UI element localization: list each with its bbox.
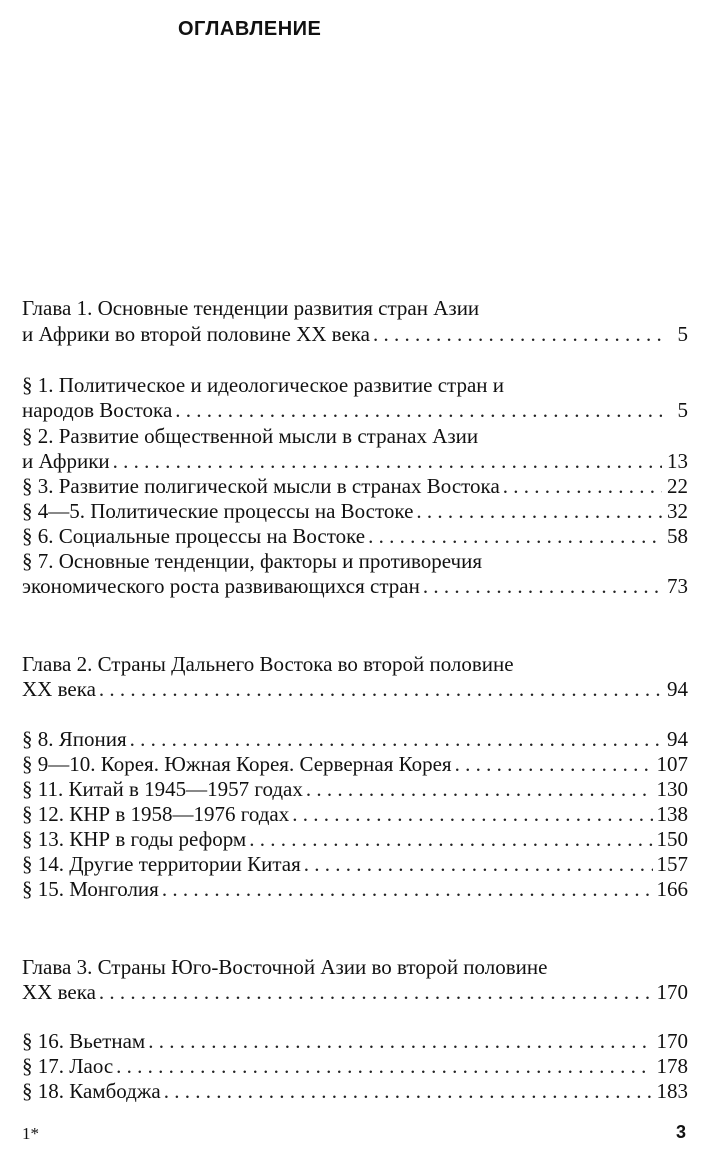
chapter-2-title[interactable]: Глава 2. Страны Дальнего Востока во второй половине xyxy=(22,652,514,676)
section-1-title[interactable]: § 1. Политическое и идеологическое развитие стран и xyxy=(22,373,504,397)
section-label: § 16. Вьетнам xyxy=(22,1029,146,1053)
page-number: 170 xyxy=(656,980,688,1004)
chapter-1-title-cont: и Африки во второй половине XX века xyxy=(22,322,370,346)
leader-dots xyxy=(503,473,662,499)
page-number: 22 xyxy=(667,474,688,498)
section-11-entry[interactable] xyxy=(22,776,688,802)
page-number: 157 xyxy=(656,852,688,876)
section-label: § 14. Другие территории Китая xyxy=(22,852,301,876)
page-number: 5 xyxy=(677,322,688,346)
chapter-1-entry[interactable] xyxy=(22,321,688,347)
section-4-5-entry[interactable] xyxy=(22,498,688,524)
page-number: 170 xyxy=(656,1029,688,1053)
section-2-title[interactable]: § 2. Развитие общественной мысли в странах Азии xyxy=(22,424,479,448)
section-label: экономического роста развивающихся стран xyxy=(22,574,420,598)
leader-dots xyxy=(175,397,662,423)
section-6-entry[interactable] xyxy=(22,523,688,549)
page-number: 183 xyxy=(656,1079,688,1103)
leader-dots xyxy=(99,676,662,702)
section-label: § 17. Лаос xyxy=(22,1054,114,1078)
section-14-entry[interactable] xyxy=(22,851,688,877)
leader-dots xyxy=(99,979,653,1005)
section-3-entry[interactable] xyxy=(22,473,688,499)
page-number: 138 xyxy=(656,802,688,826)
chapter-2-title-cont: XX века xyxy=(22,677,96,701)
leader-dots xyxy=(304,851,653,877)
page-number: 94 xyxy=(667,727,688,751)
leader-dots xyxy=(423,573,662,599)
page-number: 5 xyxy=(677,398,688,422)
section-label: § 15. Монголия xyxy=(22,877,159,901)
section-13-entry[interactable] xyxy=(22,826,688,852)
leader-dots xyxy=(113,448,662,474)
section-label: § 6. Социальные процессы на Востоке xyxy=(22,524,366,548)
section-9-10-entry[interactable] xyxy=(22,751,688,777)
section-8-entry[interactable] xyxy=(22,726,688,752)
page-number: 94 xyxy=(667,677,688,701)
leader-dots xyxy=(292,801,652,827)
page-number: 130 xyxy=(656,777,688,801)
page-number: 150 xyxy=(656,827,688,851)
section-7-title[interactable]: § 7. Основные тенденции, факторы и противоречия xyxy=(22,549,483,573)
section-label: § 3. Развитие полигической мысли в странах Востока xyxy=(22,474,500,498)
page-number: 166 xyxy=(656,877,688,901)
leader-dots xyxy=(368,523,662,549)
section-2-entry[interactable] xyxy=(22,448,688,474)
leader-dots xyxy=(306,776,653,802)
section-label: § 12. КНР в 1958—1976 годах xyxy=(22,802,290,826)
section-18-entry[interactable] xyxy=(22,1078,688,1104)
section-12-entry[interactable] xyxy=(22,801,688,827)
page-title: ОГЛАВЛЕНИЕ xyxy=(178,18,322,40)
section-label: § 8. Япония xyxy=(22,727,127,751)
chapter-1-title[interactable]: Глава 1. Основные тенденции развития стран Азии xyxy=(22,296,480,320)
leader-dots xyxy=(116,1053,652,1079)
section-label: § 18. Камбоджа xyxy=(22,1079,161,1103)
leader-dots xyxy=(130,726,662,752)
page-number: 58 xyxy=(667,524,688,548)
page-number: 73 xyxy=(667,574,688,598)
leader-dots xyxy=(164,1078,653,1104)
leader-dots xyxy=(455,751,653,777)
section-label: § 4—5. Политические процессы на Востоке xyxy=(22,499,414,523)
chapter-3-title[interactable]: Глава 3. Страны Юго-Восточной Азии во второй половине xyxy=(22,955,548,979)
leader-dots xyxy=(162,876,653,902)
section-label: § 11. Китай в 1945—1957 годах xyxy=(22,777,303,801)
page-number: 32 xyxy=(667,499,688,523)
leader-dots xyxy=(148,1028,652,1054)
section-1-entry[interactable] xyxy=(22,397,688,423)
section-label: народов Востока xyxy=(22,398,173,422)
section-label: и Африки xyxy=(22,449,110,473)
leader-dots xyxy=(249,826,652,852)
printer-signature: 1* xyxy=(22,1124,39,1143)
section-17-entry[interactable] xyxy=(22,1053,688,1079)
leader-dots xyxy=(373,321,662,347)
page-number: 13 xyxy=(667,449,688,473)
section-label: § 9—10. Корея. Южная Корея. Серверная Корея xyxy=(22,752,452,776)
section-16-entry[interactable] xyxy=(22,1028,688,1054)
section-7-entry[interactable] xyxy=(22,573,688,599)
chapter-3-entry[interactable] xyxy=(22,979,688,1005)
section-15-entry[interactable] xyxy=(22,876,688,902)
chapter-3-title-cont: XX века xyxy=(22,980,96,1004)
chapter-2-entry[interactable] xyxy=(22,676,688,702)
page-number: 107 xyxy=(656,752,688,776)
page-number-footer: 3 xyxy=(675,1122,686,1142)
page-number: 178 xyxy=(656,1054,688,1078)
section-label: § 13. КНР в годы реформ xyxy=(22,827,247,851)
leader-dots xyxy=(416,498,662,524)
